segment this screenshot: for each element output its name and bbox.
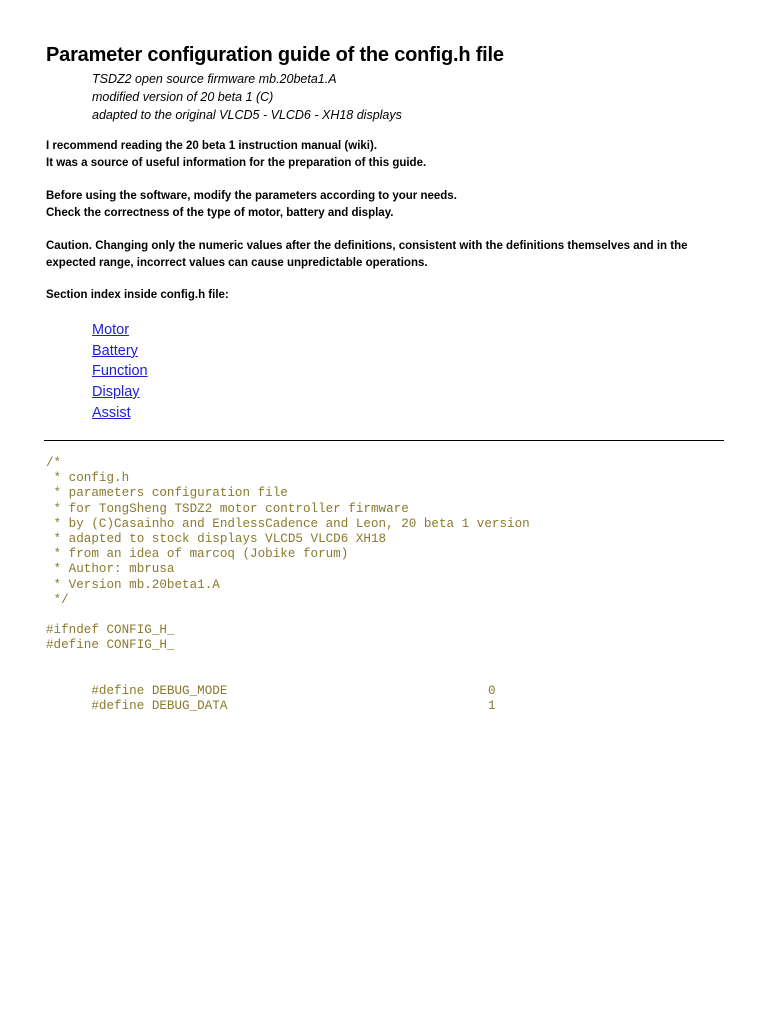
section-index-heading: Section index inside config.h file: bbox=[46, 289, 229, 301]
config-code-block bbox=[46, 456, 530, 714]
define-value: 1 bbox=[488, 699, 496, 714]
section-divider bbox=[44, 440, 724, 441]
code-comment-line: * adapted to stock displays VLCD5 VLCD6 XH18 bbox=[46, 531, 387, 546]
section-link-function[interactable]: Function bbox=[92, 363, 148, 379]
section-link-display[interactable]: Display bbox=[92, 384, 140, 400]
code-guard-define: #define CONFIG_H_ bbox=[46, 638, 175, 653]
code-comment-line: * from an idea of marcoq (Jobike forum) bbox=[46, 547, 349, 562]
code-define-debug-data bbox=[46, 684, 530, 714]
code-comment-line: * by (C)Casainho and EndlessCadence and Leon, 20 beta 1 version bbox=[46, 516, 530, 531]
subtitle-firmware: TSDZ2 open source firmware mb.20beta1.A bbox=[92, 72, 337, 86]
code-comment-line: * Author: mbrusa bbox=[46, 562, 175, 577]
code-guard-ifndef: #ifndef CONFIG_H_ bbox=[46, 623, 175, 638]
intro-paragraph-1: I recommend reading the 20 beta 1 instruction manual (wiki). bbox=[46, 140, 378, 152]
caution-paragraph: Caution. Changing only the numeric values after the definitions, consistent with the definitions themselves and in the expected range, incorrect values can cause unpredictable operations. bbox=[46, 240, 688, 269]
code-blank-line bbox=[46, 653, 530, 668]
page-title: Parameter configuration guide of the config.h file bbox=[46, 44, 504, 66]
define-value: 0 bbox=[488, 683, 496, 698]
code-comment-line: * Version mb.20beta1.A bbox=[46, 577, 220, 592]
instructions-paragraph-1: Before using the software, modify the parameters according to your needs. bbox=[46, 190, 457, 202]
code-define-debug-mode bbox=[46, 669, 530, 698]
section-link-assist[interactable]: Assist bbox=[92, 405, 131, 421]
section-link-motor[interactable]: Motor bbox=[92, 322, 130, 338]
code-comment-line: * for TongSheng TSDZ2 motor controller firmware bbox=[46, 501, 409, 516]
code-blank-line bbox=[46, 608, 530, 623]
code-comment-line: /* bbox=[46, 456, 62, 470]
intro-paragraph-2: It was a source of useful information for the preparation of this guide. bbox=[46, 157, 427, 169]
subtitle-version: modified version of 20 beta 1 (C) bbox=[92, 90, 274, 104]
code-comment-line: * config.h bbox=[46, 471, 130, 486]
define-directive: #define DEBUG_MODE bbox=[91, 683, 228, 698]
instructions-paragraph-2: Check the correctness of the type of motor, battery and display. bbox=[46, 207, 394, 219]
code-comment-line: */ bbox=[46, 592, 69, 607]
code-comment-line: * parameters configuration file bbox=[46, 486, 288, 501]
subtitle-displays: adapted to the original VLCD5 - VLCD6 - XH18 displays bbox=[92, 108, 402, 122]
define-directive: #define DEBUG_DATA bbox=[91, 699, 228, 714]
section-link-battery[interactable]: Battery bbox=[92, 343, 138, 359]
